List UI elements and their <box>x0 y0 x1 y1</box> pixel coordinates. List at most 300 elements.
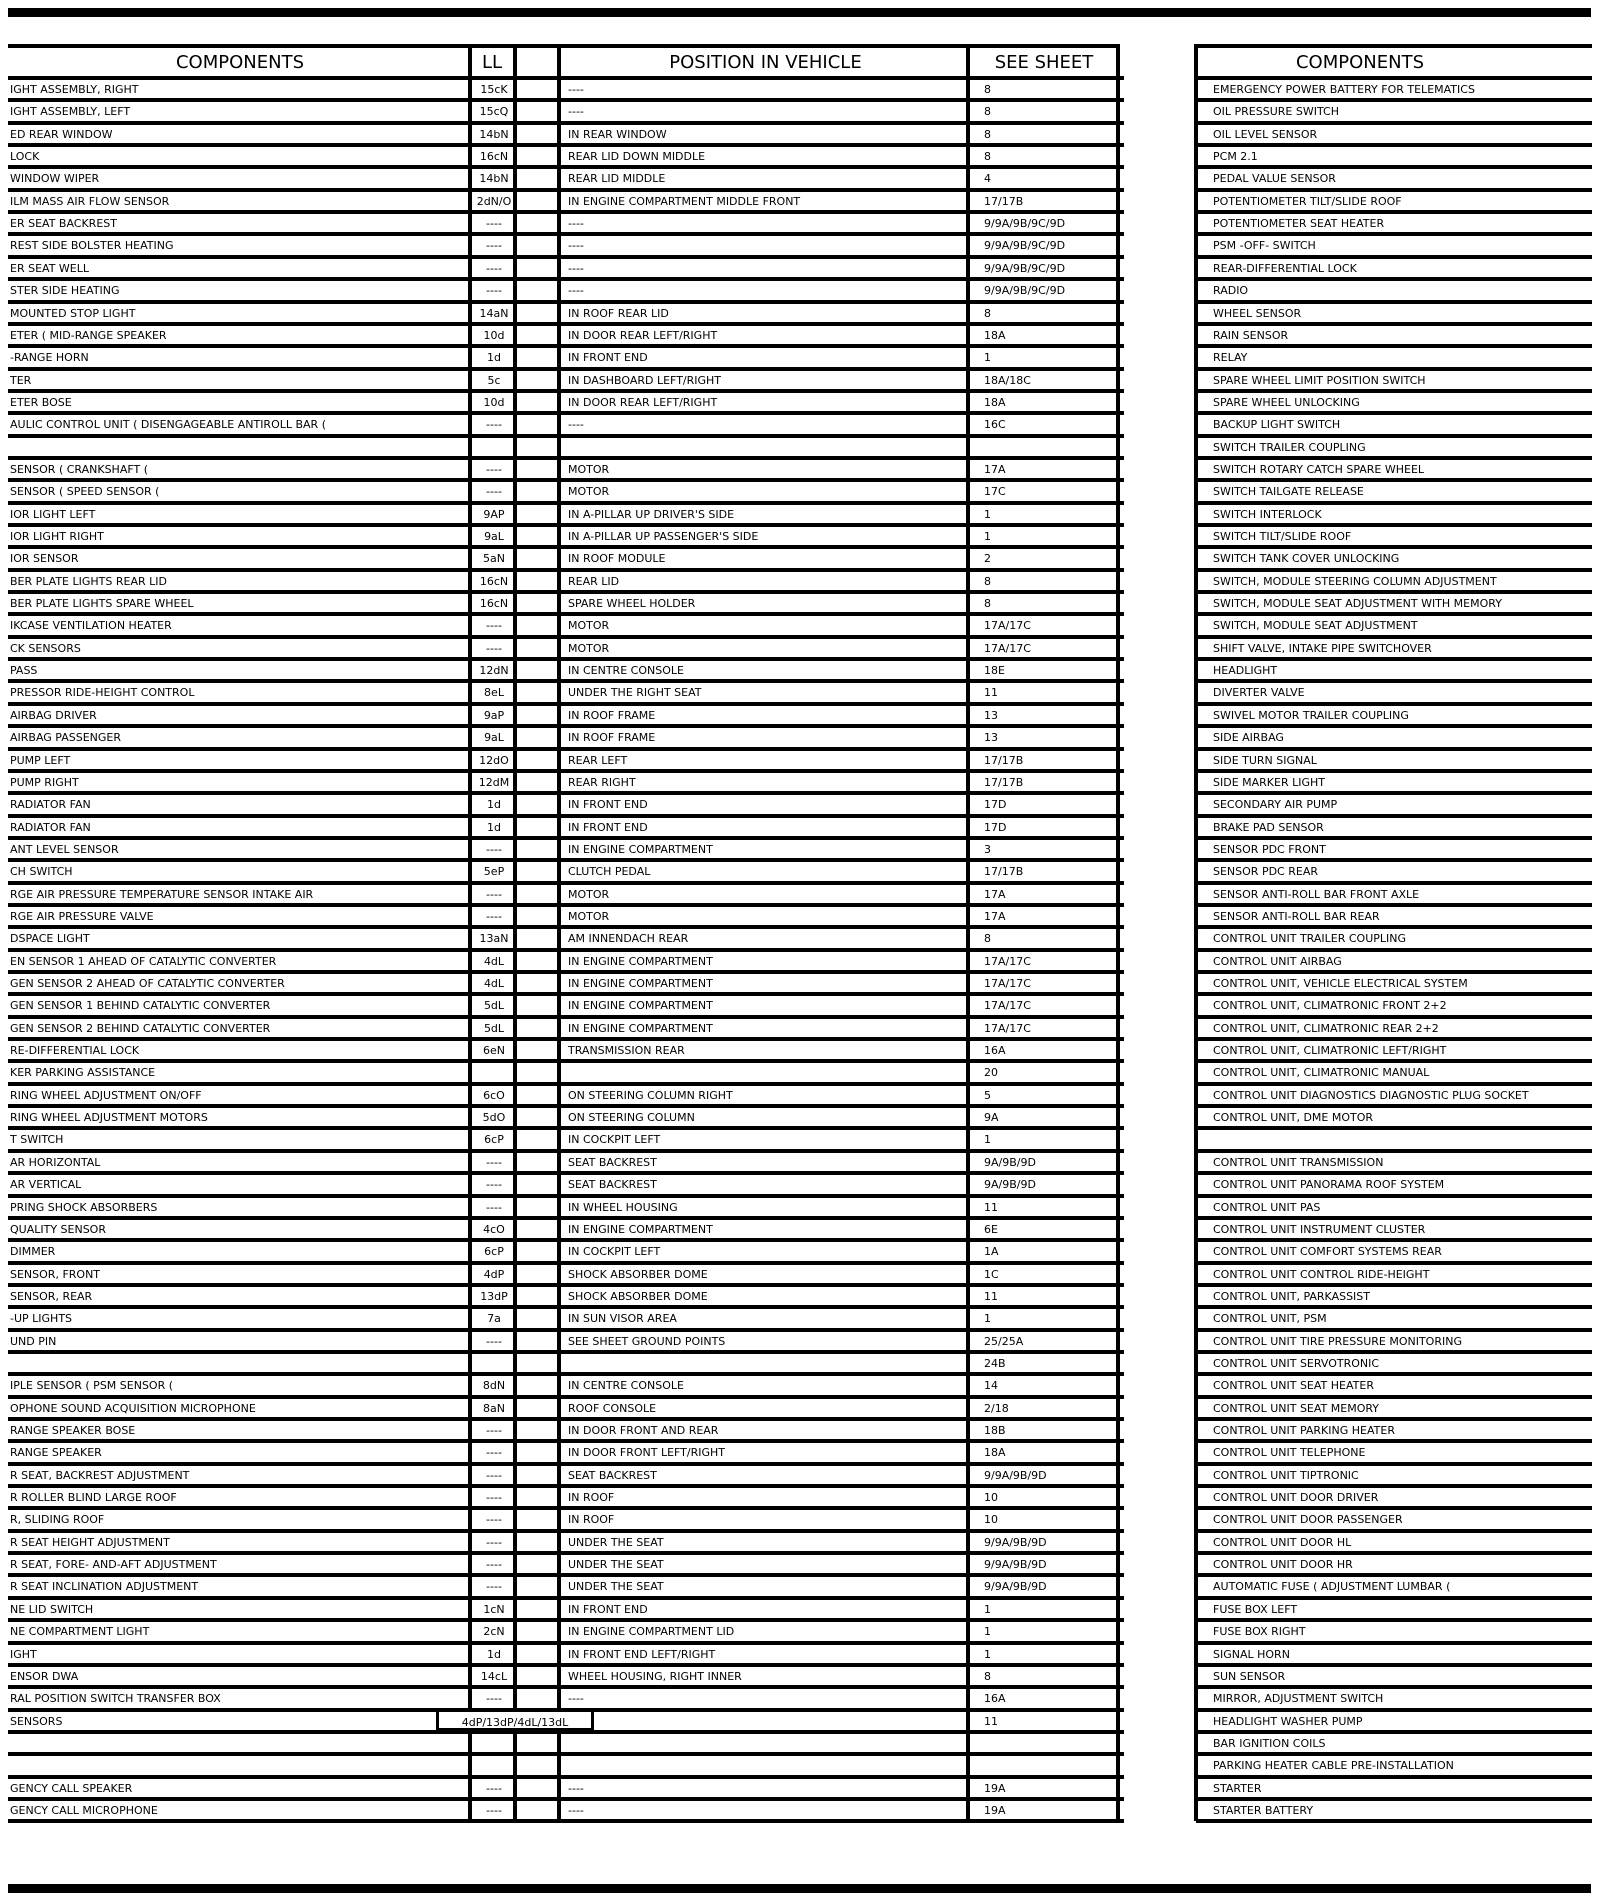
row-divider <box>8 1551 1124 1555</box>
ll-cell: 4dP <box>483 1268 505 1281</box>
ll-cell: ---- <box>486 1446 502 1459</box>
component-right-cell: SWITCH INTERLOCK <box>1213 508 1322 521</box>
component-right-cell: HEADLIGHT <box>1213 664 1278 677</box>
row-divider <box>8 612 1124 616</box>
see-sheet-cell: 9/9A/9B/9C/9D <box>984 239 1066 252</box>
row-divider <box>8 1149 1124 1153</box>
component-right-cell: SHIFT VALVE, INTAKE PIPE SWITCHOVER <box>1213 642 1432 655</box>
component-right-cell: BAR IGNITION COILS <box>1213 1737 1326 1750</box>
position-cell: IN REAR WINDOW <box>568 128 667 141</box>
ll-cell: 14cL <box>480 1670 508 1683</box>
ll-cell: 16cN <box>479 150 509 163</box>
row-divider <box>8 322 1124 326</box>
component-right-cell: CONTROL UNIT, CLIMATRONIC REAR 2+2 <box>1213 1022 1439 1035</box>
see-sheet-cell: 8 <box>984 128 991 141</box>
ll-cell: 4cO <box>483 1223 505 1236</box>
row-divider <box>8 1104 1124 1108</box>
see-sheet-cell: 1A <box>984 1245 999 1258</box>
ll-cell: ---- <box>486 642 502 655</box>
row-divider <box>8 300 1124 304</box>
position-cell: IN DOOR REAR LEFT/RIGHT <box>568 329 718 342</box>
component-cell: OPHONE SOUND ACQUISITION MICROPHONE <box>10 1402 256 1415</box>
position-cell: IN ENGINE COMPARTMENT <box>568 1223 713 1236</box>
component-cell: QUALITY SENSOR <box>10 1223 106 1236</box>
component-cell: GEN SENSOR 2 BEHIND CATALYTIC CONVERTER <box>10 1022 271 1035</box>
component-right-cell: SENSOR PDC REAR <box>1213 865 1318 878</box>
position-cell: ROOF CONSOLE <box>568 1402 657 1415</box>
position-cell: UNDER THE SEAT <box>568 1536 664 1549</box>
row-divider <box>8 948 1124 952</box>
ll-cell: 1d <box>487 351 501 364</box>
position-cell: IN A-PILLAR UP PASSENGER'S SIDE <box>568 530 759 543</box>
ll-cell: 10d <box>483 329 505 342</box>
component-cell: CK SENSORS <box>10 642 81 655</box>
component-cell: PRING SHOCK ABSORBERS <box>10 1201 158 1214</box>
component-right-cell: OIL LEVEL SENSOR <box>1213 128 1318 141</box>
row-divider-right <box>1196 1104 1592 1108</box>
see-sheet-cell: 16C <box>984 418 1006 431</box>
see-sheet-cell: 1 <box>984 1648 991 1661</box>
row-divider <box>8 1641 1124 1645</box>
row-divider <box>8 1395 1124 1399</box>
position-cell: IN FRONT END <box>568 821 648 834</box>
component-right-cell: SECONDARY AIR PUMP <box>1213 798 1338 811</box>
row-divider <box>8 456 1124 460</box>
see-sheet-cell: 1 <box>984 351 991 364</box>
row-divider-right <box>1196 1529 1592 1533</box>
row-divider <box>8 1305 1124 1309</box>
see-sheet-cell: 11 <box>984 686 998 699</box>
see-sheet-cell: 8 <box>984 597 991 610</box>
row-divider <box>8 232 1124 236</box>
row-divider <box>8 389 1124 393</box>
ll-cell: ---- <box>486 1201 502 1214</box>
ll-cell: ---- <box>486 1491 502 1504</box>
row-divider-right <box>1196 210 1592 214</box>
component-right-cell: CONTROL UNIT DOOR DRIVER <box>1213 1491 1379 1504</box>
ll-cell: 10d <box>483 396 505 409</box>
see-sheet-cell: 16A <box>984 1044 1006 1057</box>
ll-cell: 13dP <box>480 1290 508 1303</box>
row-divider <box>8 568 1124 572</box>
component-right-cell: SWITCH TILT/SLIDE ROOF <box>1213 530 1352 543</box>
header-top-line <box>8 44 1120 48</box>
row-divider-right <box>1196 1015 1592 1019</box>
component-right-cell: SWITCH, MODULE SEAT ADJUSTMENT WITH MEMORY <box>1213 597 1502 610</box>
component-cell: ER SEAT WELL <box>10 262 89 275</box>
ll-cell: 16cN <box>479 575 509 588</box>
component-cell: NE LID SWITCH <box>10 1603 94 1616</box>
component-cell: GEN SENSOR 2 AHEAD OF CATALYTIC CONVERTER <box>10 977 285 990</box>
position-cell: IN CENTRE CONSOLE <box>568 1379 684 1392</box>
row-divider <box>8 1082 1124 1086</box>
see-sheet-cell: 9A/9B/9D <box>984 1178 1036 1191</box>
position-cell: MOTOR <box>568 463 610 476</box>
component-cell: GENCY CALL SPEAKER <box>10 1782 133 1795</box>
component-cell: RANGE SPEAKER BOSE <box>10 1424 136 1437</box>
row-divider-right <box>1196 1797 1592 1801</box>
see-sheet-cell: 1C <box>984 1268 999 1281</box>
row-divider-right <box>1196 188 1592 192</box>
component-cell: IGHT <box>10 1648 37 1661</box>
position-cell: IN ROOF FRAME <box>568 709 656 722</box>
row-divider <box>8 1037 1124 1041</box>
position-cell: IN CENTRE CONSOLE <box>568 664 684 677</box>
see-sheet-cell: 17A/17C <box>984 642 1031 655</box>
row-divider-right <box>1196 1395 1592 1399</box>
see-sheet-cell: 17/17B <box>984 195 1024 208</box>
row-divider <box>8 545 1124 549</box>
component-cell: ETER ( MID-RANGE SPEAKER <box>10 329 167 342</box>
see-sheet-cell: 16A <box>984 1692 1006 1705</box>
component-right-cell: CONTROL UNIT SEAT MEMORY <box>1213 1402 1380 1415</box>
row-divider <box>8 277 1124 281</box>
see-sheet-cell: 9/9A/9B/9D <box>984 1469 1047 1482</box>
ll-cell: 12dM <box>478 776 510 789</box>
component-right-cell: RELAY <box>1213 351 1248 364</box>
component-cell: PUMP LEFT <box>10 754 71 767</box>
component-cell: RING WHEEL ADJUSTMENT MOTORS <box>10 1111 208 1124</box>
position-cell: ON STEERING COLUMN RIGHT <box>568 1089 733 1102</box>
row-divider <box>8 1775 1124 1779</box>
ll-cell: ---- <box>486 262 502 275</box>
ll-cell: 6cP <box>484 1245 504 1258</box>
component-cell: -RANGE HORN <box>10 351 89 364</box>
component-cell: PRESSOR RIDE-HEIGHT CONTROL <box>10 686 195 699</box>
position-cell: ---- <box>568 1782 584 1795</box>
ll-cell: 6cO <box>483 1089 505 1102</box>
header-ll: LL <box>481 52 503 73</box>
component-cell: IPLE SENSOR ( PSM SENSOR ( <box>10 1379 174 1392</box>
position-cell: ---- <box>568 418 584 431</box>
see-sheet-cell: 13 <box>984 709 998 722</box>
component-right-cell: CONTROL UNIT TRAILER COUPLING <box>1213 932 1407 945</box>
component-right-cell: FUSE BOX RIGHT <box>1213 1625 1306 1638</box>
row-divider-right <box>1196 1149 1592 1153</box>
component-cell: RADIATOR FAN <box>10 821 91 834</box>
ll-cell: ---- <box>486 1156 502 1169</box>
row-divider-right <box>1196 1126 1592 1130</box>
component-right-cell: SIDE TURN SIGNAL <box>1213 754 1317 767</box>
position-cell: REAR LID <box>568 575 620 588</box>
component-cell: NE COMPARTMENT LIGHT <box>10 1625 150 1638</box>
row-divider-right <box>1196 1819 1592 1823</box>
component-right-cell: SUN SENSOR <box>1213 1670 1286 1683</box>
component-cell: SENSORS <box>10 1715 63 1728</box>
component-cell: GENCY CALL MICROPHONE <box>10 1804 158 1817</box>
see-sheet-cell: 11 <box>984 1715 998 1728</box>
position-cell: ---- <box>568 284 584 297</box>
position-cell: CLUTCH PEDAL <box>568 865 651 878</box>
row-divider-right <box>1196 568 1592 572</box>
row-divider <box>8 1015 1124 1019</box>
row-divider-right <box>1196 1685 1592 1689</box>
component-right-cell: CONTROL UNIT INSTRUMENT CLUSTER <box>1213 1223 1426 1236</box>
component-cell: PUMP RIGHT <box>10 776 79 789</box>
see-sheet-cell: 8 <box>984 1670 991 1683</box>
component-cell: EN SENSOR 1 AHEAD OF CATALYTIC CONVERTER <box>10 955 277 968</box>
component-cell: RADIATOR FAN <box>10 798 91 811</box>
position-cell: IN ENGINE COMPARTMENT LID <box>568 1625 735 1638</box>
row-divider <box>8 702 1124 706</box>
component-cell: PASS <box>10 664 38 677</box>
component-cell: REST SIDE BOLSTER HEATING <box>10 239 174 252</box>
component-right-cell: POTENTIOMETER TILT/SLIDE ROOF <box>1213 195 1402 208</box>
component-right-cell: CONTROL UNIT TIRE PRESSURE MONITORING <box>1213 1335 1462 1348</box>
component-cell: AR VERTICAL <box>10 1178 82 1191</box>
row-divider-right <box>1196 657 1592 661</box>
row-divider <box>8 478 1124 482</box>
ll-cell: ---- <box>486 1335 502 1348</box>
row-divider <box>8 1372 1124 1376</box>
component-cell: ETER BOSE <box>10 396 72 409</box>
row-divider <box>8 970 1124 974</box>
component-right-cell: CONTROL UNIT, VEHICLE ELECTRICAL SYSTEM <box>1213 977 1468 990</box>
component-cell: IGHT ASSEMBLY, LEFT <box>10 105 131 118</box>
ll-cell: 5dL <box>483 999 505 1012</box>
see-sheet-cell: 8 <box>984 150 991 163</box>
ll-cell: ---- <box>486 217 502 230</box>
row-divider-right <box>1196 992 1592 996</box>
row-divider <box>8 1126 1124 1130</box>
merged-ll-cell: 4dP/13dP/4dL/13dL <box>436 1709 594 1731</box>
row-divider-right <box>1196 1328 1592 1332</box>
see-sheet-cell: 17A/17C <box>984 955 1031 968</box>
component-cell: R SEAT INCLINATION ADJUSTMENT <box>10 1580 199 1593</box>
see-sheet-cell: 19A <box>984 1804 1006 1817</box>
row-divider <box>8 143 1124 147</box>
row-divider-right <box>1196 277 1592 281</box>
see-sheet-cell: 11 <box>984 1201 998 1214</box>
see-sheet-cell: 24B <box>984 1357 1006 1370</box>
position-cell: UNDER THE SEAT <box>568 1558 664 1571</box>
see-sheet-cell: 17A/17C <box>984 619 1031 632</box>
see-sheet-cell: 17/17B <box>984 776 1024 789</box>
header-components-right: COMPONENTS <box>1295 52 1424 73</box>
position-cell: SEAT BACKREST <box>568 1469 657 1482</box>
component-cell: CH SWITCH <box>10 865 73 878</box>
row-divider <box>8 98 1124 102</box>
row-divider <box>8 210 1124 214</box>
row-divider <box>8 791 1124 795</box>
see-sheet-cell: 17C <box>984 485 1006 498</box>
position-cell: IN ROOF <box>568 1513 615 1526</box>
ll-cell: ---- <box>486 1558 502 1571</box>
component-cell: R, SLIDING ROOF <box>10 1513 105 1526</box>
row-divider <box>8 1663 1124 1667</box>
row-divider-right <box>1196 814 1592 818</box>
see-sheet-cell: 18E <box>984 664 1005 677</box>
row-divider <box>8 121 1124 125</box>
ll-cell: 1d <box>487 821 501 834</box>
component-cell: RANGE SPEAKER <box>10 1446 102 1459</box>
see-sheet-cell: 1 <box>984 508 991 521</box>
component-right-cell: OIL PRESSURE SWITCH <box>1213 105 1339 118</box>
component-right-cell: CONTROL UNIT PARKING HEATER <box>1213 1424 1395 1437</box>
ll-cell: ---- <box>486 888 502 901</box>
see-sheet-cell: 3 <box>984 843 991 856</box>
see-sheet-cell: 25/25A <box>984 1335 1024 1348</box>
row-divider <box>8 724 1124 728</box>
ll-cell: ---- <box>486 1424 502 1437</box>
ll-cell: 4dL <box>483 955 505 968</box>
position-cell: SPARE WHEEL HOLDER <box>568 597 696 610</box>
see-sheet-cell: 13 <box>984 731 998 744</box>
row-divider-right <box>1196 881 1592 885</box>
position-cell: IN COCKPIT LEFT <box>568 1245 661 1258</box>
row-divider <box>8 1484 1124 1488</box>
ll-cell: 5dL <box>483 1022 505 1035</box>
position-cell: MOTOR <box>568 910 610 923</box>
row-divider-right <box>1196 970 1592 974</box>
see-sheet-cell: 8 <box>984 932 991 945</box>
component-right-cell: CONTROL UNIT TELEPHONE <box>1213 1446 1366 1459</box>
component-cell: R SEAT, FORE- AND-AFT ADJUSTMENT <box>10 1558 217 1571</box>
row-divider-right <box>1196 679 1592 683</box>
row-divider <box>8 1059 1124 1063</box>
position-cell: MOTOR <box>568 642 610 655</box>
component-right-cell: SWITCH TANK COVER UNLOCKING <box>1213 552 1400 565</box>
row-divider <box>8 523 1124 527</box>
row-divider-right <box>1196 590 1592 594</box>
row-divider-right <box>1196 1261 1592 1265</box>
component-cell: RING WHEEL ADJUSTMENT ON/OFF <box>10 1089 202 1102</box>
row-divider <box>8 1283 1124 1287</box>
ll-cell: ---- <box>486 284 502 297</box>
ll-cell: 5c <box>487 374 501 387</box>
ll-cell: 6cP <box>484 1133 504 1146</box>
row-divider <box>8 411 1124 415</box>
component-right-cell: BACKUP LIGHT SWITCH <box>1213 418 1341 431</box>
component-cell: ENSOR DWA <box>10 1670 79 1683</box>
row-divider-right <box>1196 545 1592 549</box>
ll-cell: ---- <box>486 239 502 252</box>
component-right-cell: PEDAL VALUE SENSOR <box>1213 172 1336 185</box>
row-divider <box>8 1194 1124 1198</box>
component-right-cell: PSM -OFF- SWITCH <box>1213 239 1316 252</box>
position-cell: ---- <box>568 239 584 252</box>
row-divider-right <box>1196 1216 1592 1220</box>
row-divider <box>8 1618 1124 1622</box>
ll-cell: ---- <box>486 843 502 856</box>
ll-cell: ---- <box>486 1580 502 1593</box>
row-divider <box>8 188 1124 192</box>
component-cell: IOR LIGHT LEFT <box>10 508 96 521</box>
component-right-cell: CONTROL UNIT CONTROL RIDE-HEIGHT <box>1213 1268 1430 1281</box>
component-cell: R SEAT, BACKREST ADJUSTMENT <box>10 1469 190 1482</box>
see-sheet-cell: 18A/18C <box>984 374 1031 387</box>
component-cell: ED REAR WINDOW <box>10 128 113 141</box>
ll-cell: ---- <box>486 418 502 431</box>
row-divider-right <box>1196 1708 1592 1712</box>
header-position: POSITION IN VEHICLE <box>669 52 862 73</box>
position-cell: WHEEL HOUSING, RIGHT INNER <box>568 1670 742 1683</box>
component-right-cell: CONTROL UNIT DOOR HL <box>1213 1536 1352 1549</box>
row-divider <box>8 1506 1124 1510</box>
component-right-cell: SWITCH, MODULE STEERING COLUMN ADJUSTMENT <box>1213 575 1497 588</box>
row-divider <box>8 679 1124 683</box>
row-divider-right <box>1196 1663 1592 1667</box>
row-divider <box>8 165 1124 169</box>
component-cell: GEN SENSOR 1 BEHIND CATALYTIC CONVERTER <box>10 999 271 1012</box>
row-divider <box>8 769 1124 773</box>
row-divider-right <box>1196 612 1592 616</box>
row-divider <box>8 1596 1124 1600</box>
see-sheet-cell: 9/9A/9B/9D <box>984 1558 1047 1571</box>
see-sheet-cell: 10 <box>984 1491 998 1504</box>
component-cell: SENSOR, FRONT <box>10 1268 101 1281</box>
position-cell: IN FRONT END <box>568 351 648 364</box>
see-sheet-cell: 18A <box>984 329 1006 342</box>
row-divider-right <box>1196 1730 1592 1734</box>
component-cell: SENSOR ( SPEED SENSOR ( <box>10 485 160 498</box>
component-cell: WINDOW WIPER <box>10 172 100 185</box>
see-sheet-cell: 5 <box>984 1089 991 1102</box>
position-cell: SEE SHEET GROUND POINTS <box>568 1335 726 1348</box>
position-cell: IN SUN VISOR AREA <box>568 1312 677 1325</box>
row-divider-right <box>1196 1641 1592 1645</box>
component-cell: DSPACE LIGHT <box>10 932 90 945</box>
row-divider-right <box>1196 903 1592 907</box>
component-cell: UND PIN <box>10 1335 57 1348</box>
ll-cell: ---- <box>486 1536 502 1549</box>
ll-cell: 9aP <box>483 709 505 722</box>
row-divider <box>8 367 1124 371</box>
ll-cell: ---- <box>486 910 502 923</box>
ll-cell: ---- <box>486 1469 502 1482</box>
row-divider-right <box>1196 1059 1592 1063</box>
row-divider-right <box>1196 232 1592 236</box>
component-cell: IKCASE VENTILATION HEATER <box>10 619 172 632</box>
position-cell: SEAT BACKREST <box>568 1178 657 1191</box>
see-sheet-cell: 2 <box>984 552 991 565</box>
position-cell: IN ENGINE COMPARTMENT <box>568 843 713 856</box>
component-cell: AIRBAG PASSENGER <box>10 731 122 744</box>
position-cell: REAR LID DOWN MIDDLE <box>568 150 706 163</box>
row-divider <box>8 1819 1124 1823</box>
position-cell: IN ENGINE COMPARTMENT <box>568 1022 713 1035</box>
component-cell: ANT LEVEL SENSOR <box>10 843 119 856</box>
row-divider-right <box>1196 724 1592 728</box>
component-cell: RE-DIFFERENTIAL LOCK <box>10 1044 140 1057</box>
ll-cell: 15cQ <box>479 105 509 118</box>
row-divider-right <box>1196 836 1592 840</box>
position-cell: IN FRONT END LEFT/RIGHT <box>568 1648 716 1661</box>
position-cell: IN ROOF <box>568 1491 615 1504</box>
position-cell: IN DOOR FRONT AND REAR <box>568 1424 719 1437</box>
ll-cell: 5eP <box>483 865 505 878</box>
component-cell: IGHT ASSEMBLY, RIGHT <box>10 83 139 96</box>
row-divider <box>8 76 1124 80</box>
component-right-cell: CONTROL UNIT SEAT HEATER <box>1213 1379 1374 1392</box>
see-sheet-cell: 9A/9B/9D <box>984 1156 1036 1169</box>
position-cell: MOTOR <box>568 888 610 901</box>
component-cell: AULIC CONTROL UNIT ( DISENGAGEABLE ANTIROLL BAR ( <box>10 418 326 431</box>
row-divider <box>8 1216 1124 1220</box>
row-divider-right <box>1196 948 1592 952</box>
component-right-cell: CONTROL UNIT, CLIMATRONIC MANUAL <box>1213 1066 1430 1079</box>
row-divider <box>8 1439 1124 1443</box>
row-divider-right <box>1196 1417 1592 1421</box>
row-divider-right <box>1196 344 1592 348</box>
row-divider-right <box>1196 791 1592 795</box>
see-sheet-cell: 19A <box>984 1782 1006 1795</box>
position-cell: UNDER THE RIGHT SEAT <box>568 686 702 699</box>
component-right-cell: CONTROL UNIT, DME MOTOR <box>1213 1111 1374 1124</box>
row-divider-right <box>1196 165 1592 169</box>
component-right-cell: STARTER <box>1213 1782 1262 1795</box>
see-sheet-cell: 17/17B <box>984 865 1024 878</box>
